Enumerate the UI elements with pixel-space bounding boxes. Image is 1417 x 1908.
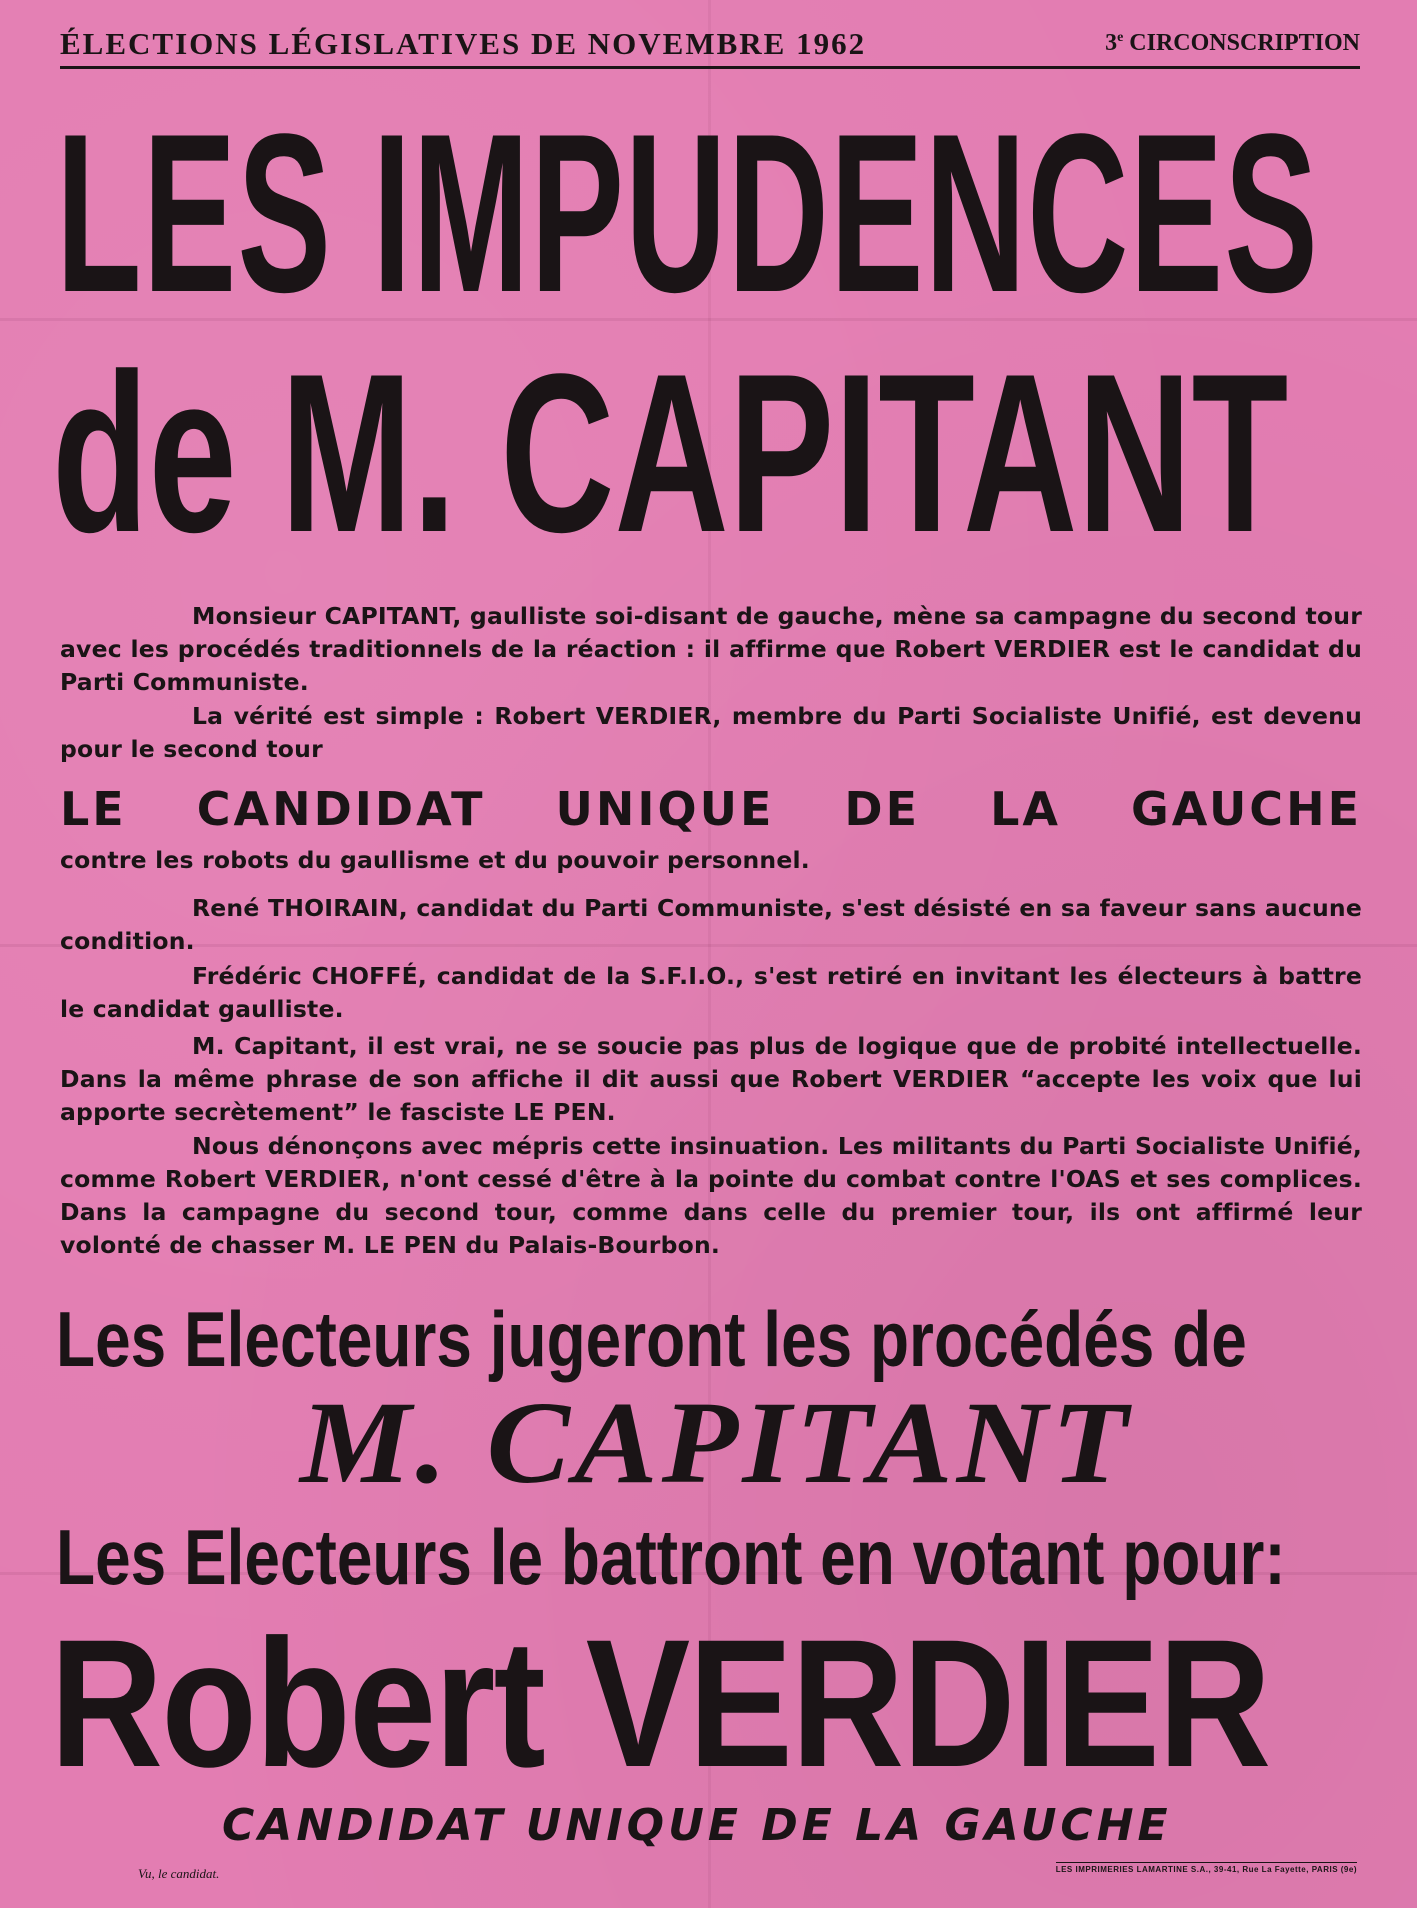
headline-line-1: LES IMPUDENCES (56, 86, 1320, 339)
paragraph-2: La vérité est simple : Robert VERDIER, membre du Parti Socialiste Unifié, est devenu pour le second tour (60, 702, 1362, 763)
constituency-number: 3 (1105, 30, 1118, 56)
vu-le-candidat: Vu, le candidat. (138, 1866, 220, 1881)
closing-line-3: Les Electeurs le battront en votant pour: (56, 1513, 1286, 1601)
constituency-ordinal: e (1117, 30, 1124, 45)
candidat-unique-banner: LE CANDIDAT UNIQUE DE LA GAUCHE (60, 782, 1362, 836)
paragraph-1: Monsieur CAPITANT, gaulliste soi-disant de gauche, mène sa campagne du second tour avec les procédés traditionnels de la réaction : il affirme que Robert VERDIER est le candidat du Parti Communiste. (60, 602, 1362, 696)
paragraph-7: Nous dénonçons avec mépris cette insinuation. Les militants du Parti Socialiste Unifié, comme Robert VERDIER, n'ont cessé d'être à la pointe du combat contre l'OAS et ses complices. Dans la campagne du second tour, comme dans celle du premier tour, ils ont affirmé leur volonté de chasser M. LE PEN du Palais-Bourbon. (60, 1132, 1362, 1259)
constituency-label (1105, 30, 1360, 57)
printer-imprint: LES IMPRIMERIES LAMARTINE S.A., 39-41, Rue La Fayette, PARIS (9e) (1056, 1862, 1357, 1874)
election-title: ÉLECTIONS LÉGISLATIVES DE NOVEMBRE 1962 (60, 26, 867, 61)
paragraph-6: M. Capitant, il est vrai, ne se soucie pas plus de logique que de probité intellectuelle. Dans la même phrase de son affiche il dit aussi que Robert VERDIER “accepte les voix que lui apporte secrètement” le fasciste LE PEN. (60, 1032, 1362, 1126)
paragraph-3: contre les robots du gaullisme et du pouvoir personnel. (60, 846, 810, 874)
poster-header (60, 26, 1360, 69)
closing-capitant: M. CAPITANT (300, 1377, 1133, 1508)
paragraph-4: René THOIRAIN, candidat du Parti Communiste, s'est désisté en sa faveur sans aucune condition. (60, 894, 1362, 955)
candidate-subtitle: CANDIDAT UNIQUE DE LA GAUCHE (222, 1800, 1172, 1851)
candidate-name: Robert VERDIER (50, 1601, 1270, 1805)
paragraph-5: Frédéric CHOFFÉ, candidat de la S.F.I.O., s'est retiré en invitant les électeurs à battre le candidat gaulliste. (60, 962, 1362, 1023)
constituency-word: CIRCONSCRIPTION (1129, 30, 1360, 56)
closing-line-1: Les Electeurs jugeront les procédés de (56, 1295, 1247, 1383)
headline-line-2: de M. CAPITANT (52, 326, 1289, 579)
